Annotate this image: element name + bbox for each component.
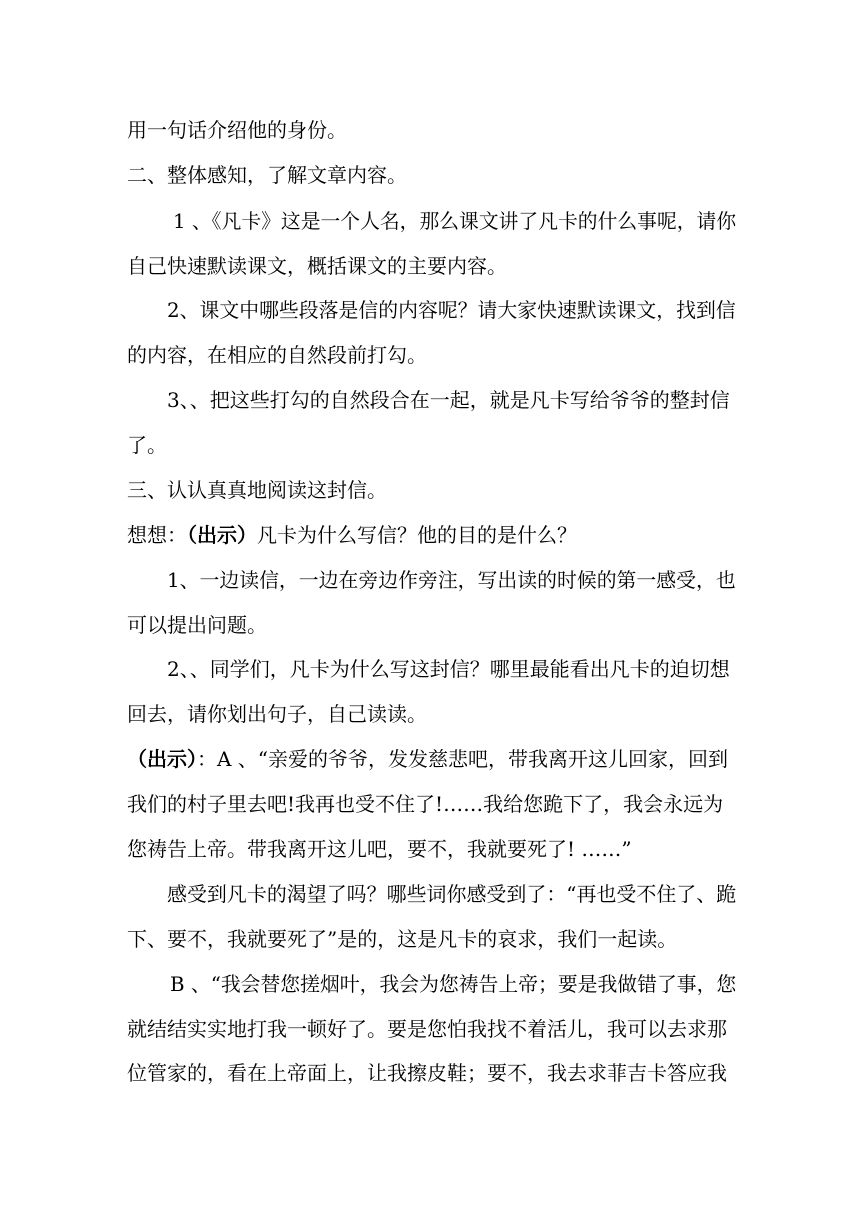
read-2-line-2: 回去，请你划出句子，自己读读。 [127, 702, 427, 726]
feel-line-1: 感受到凡卡的渴望了吗？哪些词你感受到了：“再也受不住了、跪 [167, 882, 737, 906]
item-1-line-1: 1 、《凡卡》这是一个人名，那么课文讲了凡卡的什么事呢，请你 [173, 209, 737, 233]
read-1-line-2: 可以提出问题。 [127, 613, 267, 637]
read-1-line-1: 1、一边读信，一边在旁边作旁注，写出读的时候的第一感受，也 [167, 568, 736, 592]
think-line [127, 522, 577, 548]
quote-a-line-3: 您祷告上帝。带我离开这儿吧，要不，我就要死了! ……” [127, 837, 632, 861]
intro-tail-line: 用一句话介绍他的身份。 [127, 118, 347, 142]
read-2-line-1: 2、、同学们，凡卡为什么写这封信？哪里最能看出凡卡的迫切想 [167, 657, 730, 681]
item-3-line-2: 了。 [127, 433, 167, 457]
section-3-heading: 三、认认真真地阅读这封信。 [127, 478, 387, 502]
quote-a-line-1 [127, 746, 728, 772]
quote-b-line-3: 位管家的，看在上帝面上，让我擦皮鞋；要不，我去求菲吉卡答应我 [127, 1061, 727, 1085]
quote-b-line-2: 就结结实实地打我一顿好了。要是您怕我找不着活儿，我可以去求那 [127, 1017, 727, 1041]
quote-a-text-start: ：A 、“亲爱的爷爷，发发慈悲吧，带我离开这儿回家，回到 [197, 747, 729, 771]
feel-line-2: 下、要不，我就要死了”是的，这是凡卡的哀求，我们一起读。 [127, 927, 678, 951]
item-1-line-2: 自己快速默读课文，概括课文的主要内容。 [127, 254, 507, 278]
section-2-heading: 二、整体感知，了解文章内容。 [127, 163, 407, 187]
quote-b-line-1: B 、“我会替您搓烟叶，我会为您祷告上帝；要是我做错了事，您 [170, 972, 737, 996]
think-prefix: 想想： [127, 523, 187, 547]
item-3-line-1: 3、、把这些打勾的自然段合在一起，就是凡卡写给爷爷的整封信 [167, 388, 730, 412]
item-2-line-1: 2、课文中哪些段落是信的内容呢？请大家快速默读课文，找到信 [167, 298, 736, 322]
quote-a-line-2: 我们的村子里去吧!我再也受不住了!……我给您跪下了，我会永远为 [127, 792, 724, 816]
think-question: 凡卡为什么写信？他的目的是什么？ [257, 523, 577, 547]
item-2-line-2: 的内容，在相应的自然段前打勾。 [127, 343, 427, 367]
think-show-label: （出示） [187, 523, 257, 547]
quote-a-show-label: （出示） [127, 747, 197, 771]
